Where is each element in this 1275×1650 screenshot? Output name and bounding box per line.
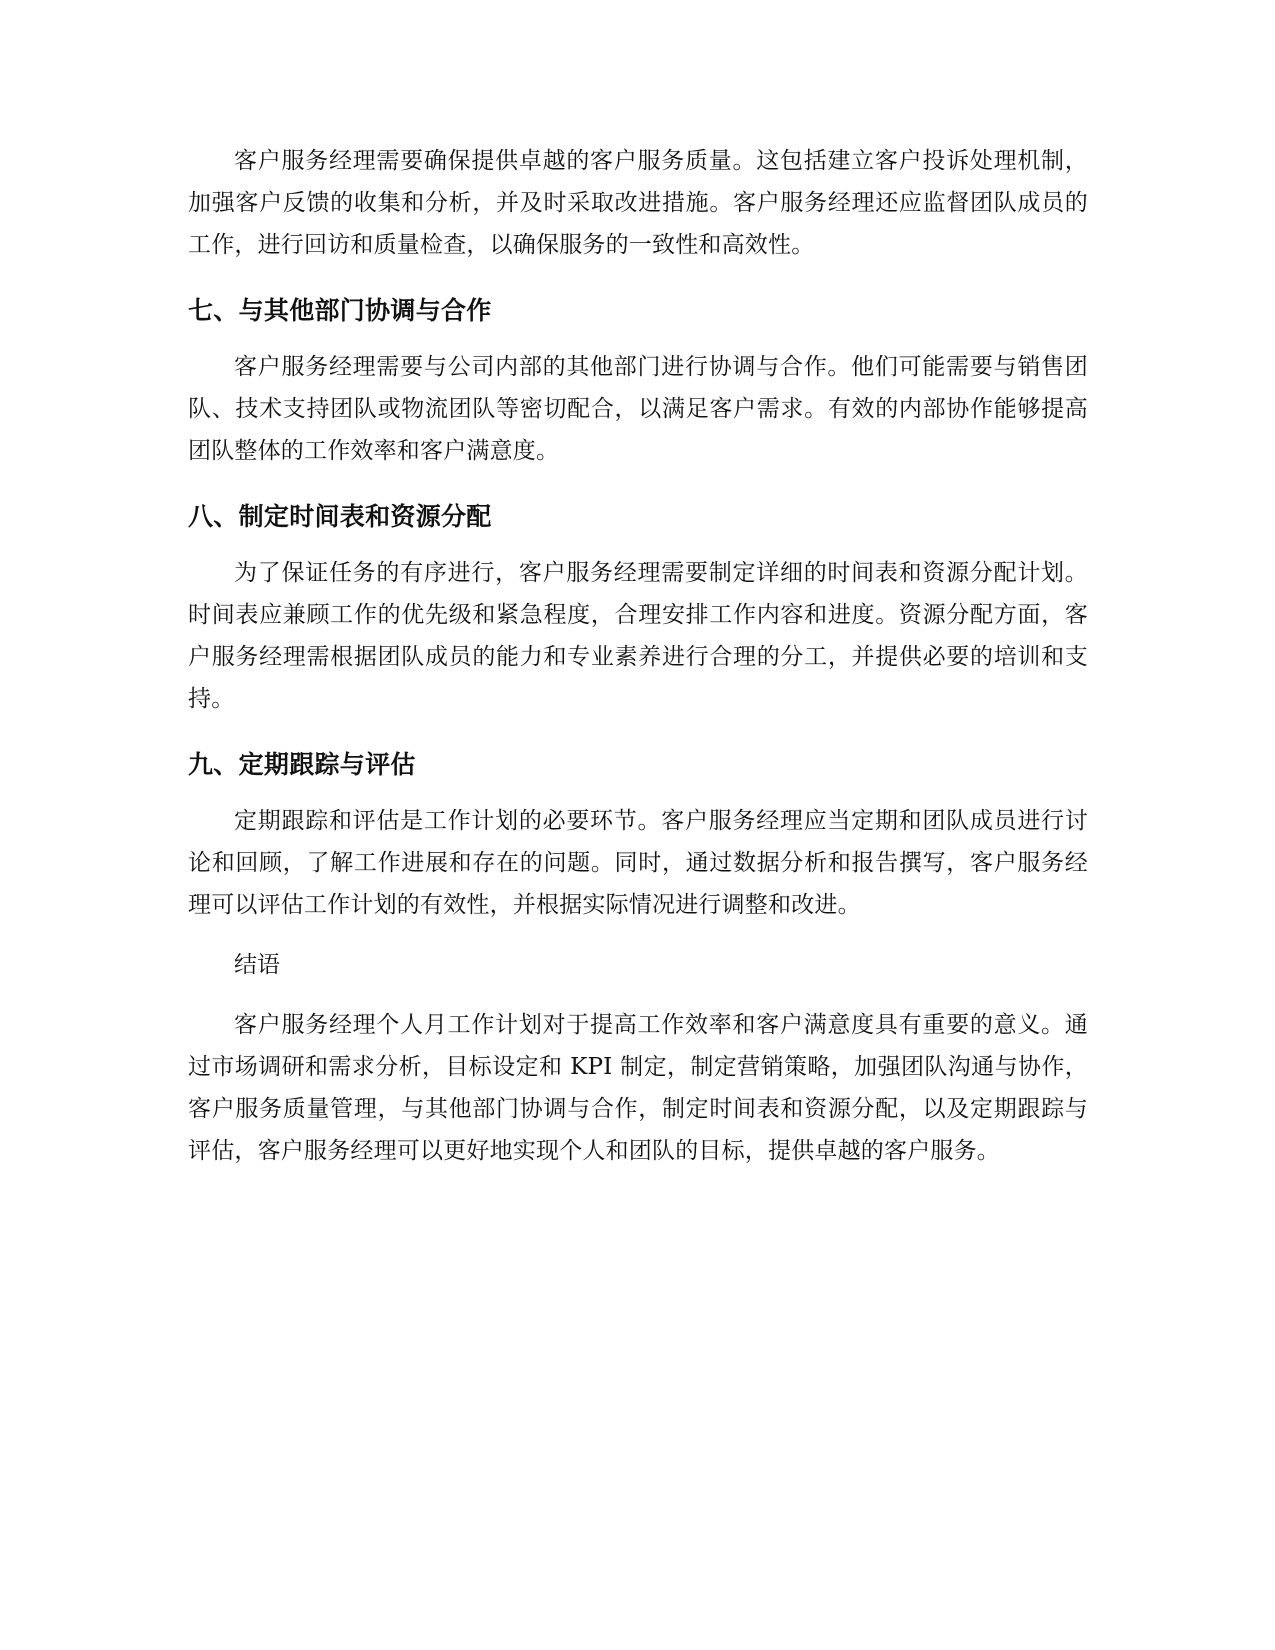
document-content [188,140,1088,1190]
closing-paragraph: 客户服务经理个人月工作计划对于提高工作效率和客户满意度具有重要的意义。通过市场调研和需求分析，目标设定和 KPI 制定，制定营销策略，加强团队沟通与协作，客户服务质量管理，与其他部门协调与合作，制定时间表和资源分配，以及定期跟踪与评估，客户服务经理可以更好地实现个人和团队的目标，提供卓越的客户服务。 [188,1012,1088,1164]
section-9-paragraph: 定期跟踪和评估是工作计划的必要环节。客户服务经理应当定期和团队成员进行讨论和回顾，了解工作进展和存在的问题。同时，通过数据分析和报告撰写，客户服务经理可以评估工作计划的有效性，并根据实际情况进行调整和改进。 [188,808,1088,918]
closing-label: 结语 [234,952,280,978]
section-7-heading: 七、与其他部门协调与合作 [188,296,492,325]
intro-paragraph: 客户服务经理需要确保提供卓越的客户服务质量。这包括建立客户投诉处理机制，加强客户反馈的收集和分析，并及时采取改进措施。客户服务经理还应监督团队成员的工作，进行回访和质量检查，以确保服务的一致性和高效性。 [188,148,1088,258]
section-9-heading: 九、定期跟踪与评估 [188,750,416,779]
section-8-heading: 八、制定时间表和资源分配 [188,502,492,531]
section-8-paragraph: 为了保证任务的有序进行，客户服务经理需要制定详细的时间表和资源分配计划。时间表应兼顾工作的优先级和紧急程度，合理安排工作内容和进度。资源分配方面，客户服务经理需根据团队成员的能力和专业素养进行合理的分工，并提供必要的培训和支持。 [188,560,1088,712]
section-7-paragraph: 客户服务经理需要与公司内部的其他部门进行协调与合作。他们可能需要与销售团队、技术支持团队或物流团队等密切配合，以满足客户需求。有效的内部协作能够提高团队整体的工作效率和客户满意度。 [188,354,1088,464]
